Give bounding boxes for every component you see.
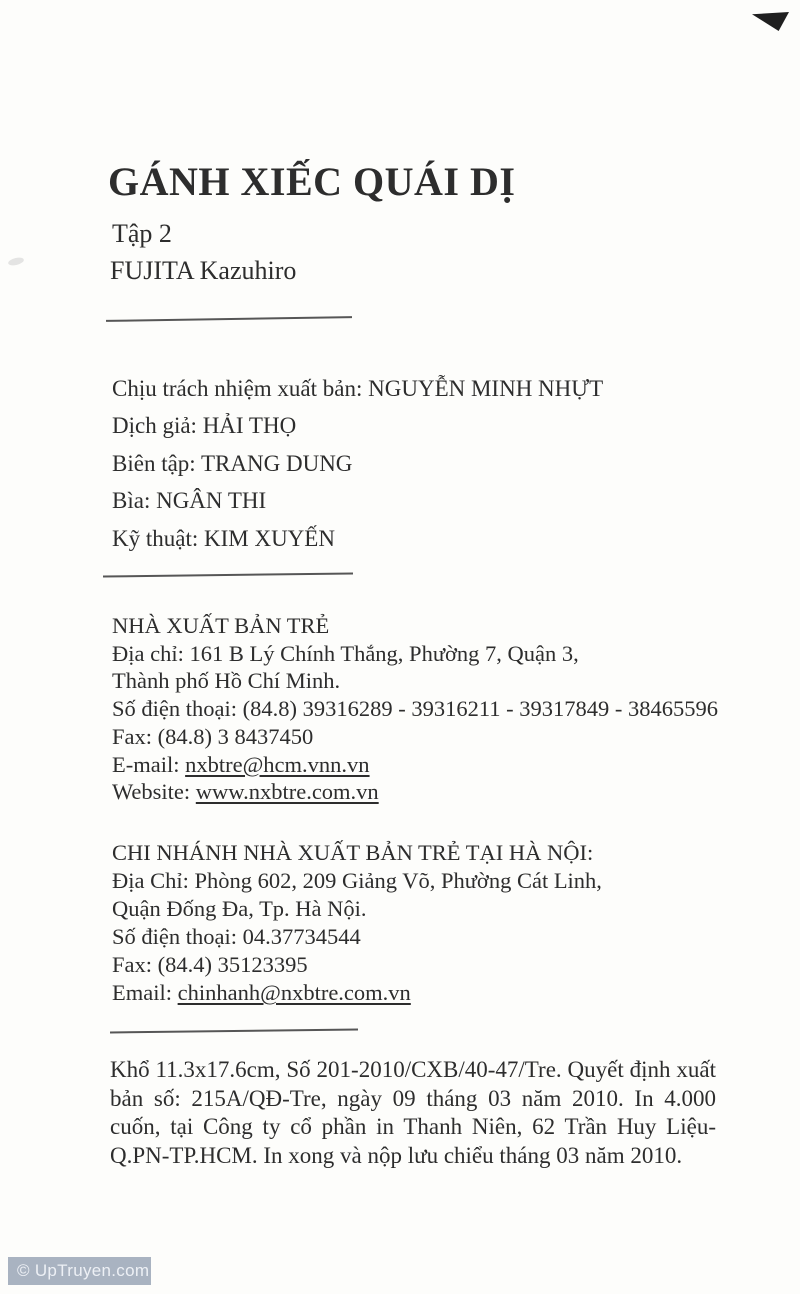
divider-line (110, 1028, 358, 1033)
publisher-name: NHÀ XUẤT BẢN TRẺ (112, 613, 330, 638)
publisher-website-label: Website: (112, 779, 196, 805)
publisher-website-line (112, 778, 718, 806)
credits-block (112, 370, 603, 557)
publisher-block (112, 612, 718, 806)
publisher-email-line (112, 751, 718, 779)
credit-line-technical: Kỹ thuật: KIM XUYẾN (112, 525, 335, 551)
author-name: FUJITA Kazuhiro (110, 256, 297, 285)
publisher-email-label: E-mail: (112, 751, 186, 777)
page-corner-fold-mark (752, 12, 789, 31)
watermark-badge: © UpTruyen.com (8, 1257, 151, 1285)
branch-address-line2: Quận Đống Đa, Tp. Hà Nội. (112, 896, 367, 921)
book-title: GÁNH XIẾC QUÁI DỊ (108, 159, 516, 204)
branch-block (112, 839, 602, 1007)
branch-email-label: Email: (112, 980, 178, 1005)
branch-fax: Fax: (84.4) 35123395 (112, 952, 308, 977)
volume-label: Tập 2 (112, 219, 172, 248)
branch-name: CHI NHÁNH NHÀ XUẤT BẢN TRẺ TẠI HÀ NỘI: (112, 840, 594, 865)
divider-line (103, 572, 353, 577)
publisher-email-address: nxbtre@hcm.vnn.vn (185, 751, 370, 777)
branch-email-line (112, 979, 602, 1007)
publisher-fax: Fax: (84.8) 3 8437450 (112, 723, 314, 749)
publisher-address-line1: Địa chỉ: 161 B Lý Chính Thắng, Phường 7, Quận 3, (112, 640, 579, 666)
branch-email-address: chinhanh@nxbtre.com.vn (177, 980, 411, 1005)
divider-line (106, 316, 352, 322)
credit-line-translator: Dịch giả: HẢI THỌ (112, 413, 297, 439)
publisher-address-line2: Thành phố Hồ Chí Minh. (112, 668, 341, 694)
scan-smudge (7, 256, 24, 267)
credit-line-editor: Biên tập: TRANG DUNG (112, 450, 353, 476)
credit-line-publishing-director: Chịu trách nhiệm xuất bản: NGUYỄN MINH NHỰT (112, 376, 604, 401)
publisher-phone: Số điện thoại: (84.8) 39316289 - 39316211 - 39317849 - 38465596 (112, 696, 718, 722)
branch-address-line1: Địa Chỉ: Phòng 602, 209 Giảng Võ, Phường Cát Linh, (112, 868, 602, 893)
branch-phone: Số điện thoại: 04.37734544 (112, 924, 361, 949)
credit-line-cover: Bìa: NGÂN THI (112, 488, 267, 514)
print-colophon-paragraph: Khổ 11.3x17.6cm, Số 201-2010/CXB/40-47/Tre. Quyết định xuất bản số: 215A/QĐ-Tre, ngày 09 tháng 03 năm 2010. In 4.000 cuốn, tại Công ty cổ phần in Thanh Niên, 62 Trần Huy Liệu- Q.PN-TP.HCM. In xong và nộp lưu chiểu tháng 03 năm 2010. (110, 1057, 716, 1168)
publisher-website-url: www.nxbtre.com.vn (195, 779, 379, 805)
